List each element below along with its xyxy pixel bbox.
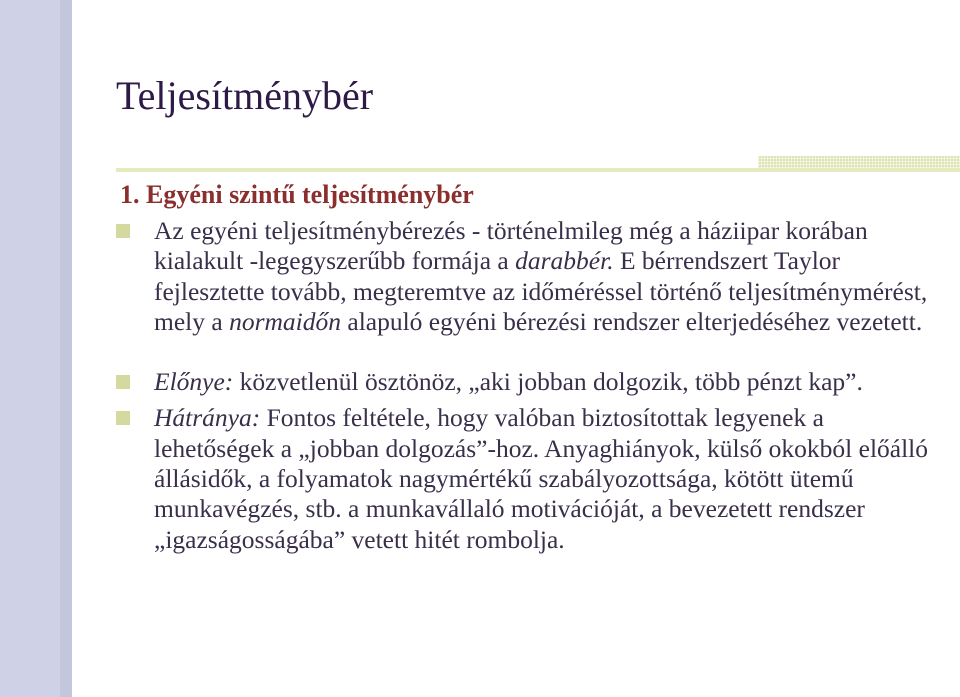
text-segment: alapuló egyéni bérezési rendszer elterjedéséhez vezetett. [341, 306, 923, 336]
title-rule [116, 168, 960, 172]
bullet-item [116, 403, 946, 554]
text-segment: E bérrendszert Taylor fejlesztette tovább, megteremtve az időméréssel történő teljesítménymérést, mely a [154, 246, 928, 336]
bullet-item [116, 216, 946, 337]
bullet-text [154, 367, 863, 396]
slide-content [116, 178, 946, 555]
bullet-text [154, 403, 928, 553]
bullet-item [116, 367, 946, 397]
text-segment-italic: darabbér. [515, 246, 614, 276]
slide-title: Teljesítménybér [116, 73, 374, 118]
text-segment-italic: normaidőn [229, 306, 341, 336]
text-segment-italic: Hátránya: [154, 403, 261, 433]
square-bullet-icon [116, 411, 130, 425]
square-bullet-icon [116, 224, 130, 238]
section-heading: 1. Egyéni szintű teljesítménybér [120, 180, 474, 209]
left-decor-bar-inner [0, 0, 60, 697]
text-segment: Az egyéni teljesítménybérezés - történelmileg még a háziipar korában kialakult -legegyszerűbb formája a [154, 216, 868, 276]
bullet-text [154, 216, 927, 336]
left-decor-bar [0, 0, 72, 697]
square-bullet-icon [116, 375, 130, 389]
text-segment: Fontos feltétele, hogy valóban biztosítottak legyenek a lehetőségek a „jobban dolgozás”-hoz. Anyaghiányok, külső okokból előálló állásidők, a folyamatok nagymértékű szabályozottsága, kötött ütemű munkavégzés, stb. a munkavállaló motivációját, a bevezetett rendszer „igazságosságába” vetett hitét rombolja. [154, 403, 929, 554]
text-segment: közvetlenül ösztönöz, „aki jobban dolgozik, több pénzt kap”. [233, 367, 863, 397]
text-segment-italic: Előnye: [154, 367, 234, 397]
